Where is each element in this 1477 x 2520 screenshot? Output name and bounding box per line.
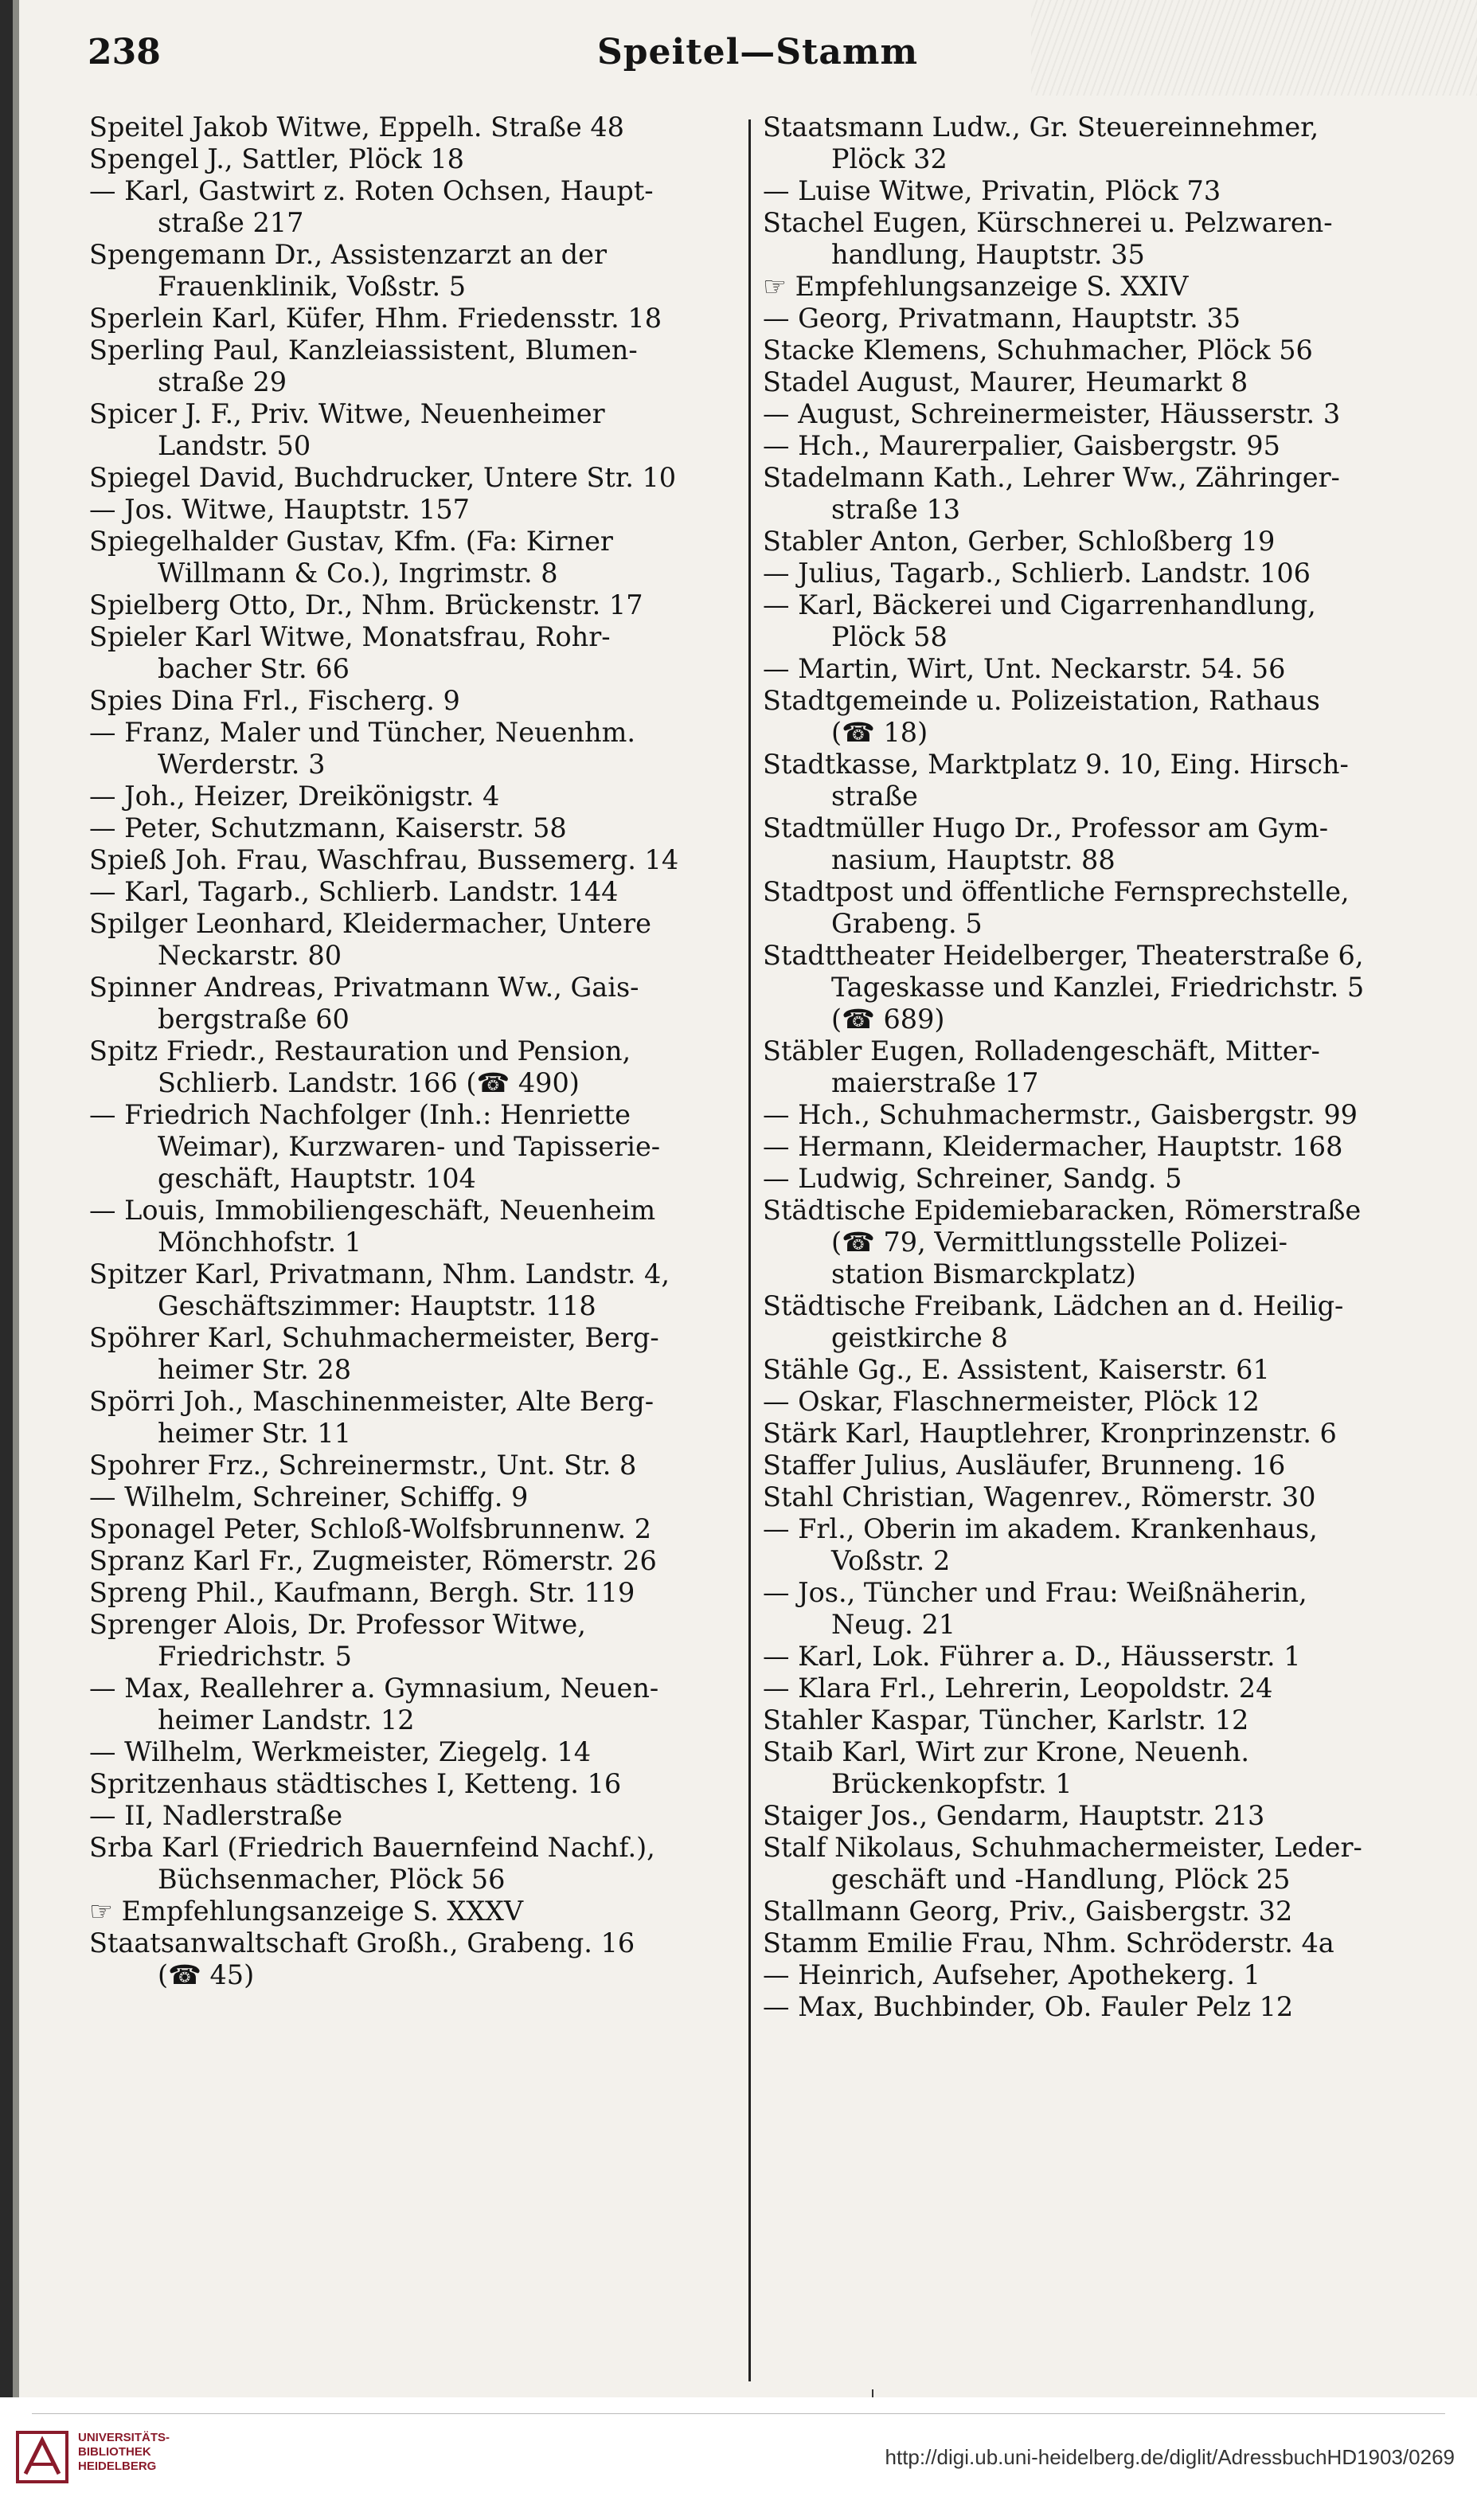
entry-line: Staatsmann Ludw., Gr. Steuereinnehmer, bbox=[763, 112, 1319, 143]
entry-line: Staiger Jos., Gendarm, Hauptstr. 213 bbox=[763, 1800, 1265, 1831]
directory-entry bbox=[89, 335, 740, 398]
entry-line: — Klara Frl., Lehrerin, Leopoldstr. 24 bbox=[763, 1673, 1273, 1704]
directory-entry bbox=[763, 112, 1414, 175]
entry-line: Stadtmüller Hugo Dr., Professor am Gym- bbox=[763, 812, 1329, 843]
directory-entry bbox=[89, 1099, 740, 1195]
entry-continuation-line: heimer Str. 11 bbox=[158, 1418, 352, 1449]
directory-entry bbox=[89, 1832, 740, 1896]
entry-continuation-line: bacher Str. 66 bbox=[158, 653, 350, 684]
directory-entry bbox=[89, 589, 740, 621]
directory-entry bbox=[763, 430, 1414, 462]
directory-entry bbox=[763, 1641, 1414, 1673]
left-column bbox=[89, 112, 740, 1991]
directory-entry bbox=[763, 1800, 1414, 1832]
entry-continuation-line: nasium, Hauptstr. 88 bbox=[831, 844, 1116, 875]
directory-entry bbox=[89, 112, 740, 143]
directory-entry bbox=[89, 781, 740, 812]
entry-line: — Franz, Maler und Tüncher, Neuenhm. bbox=[89, 717, 636, 748]
entry-line: Spreng Phil., Kaufmann, Bergh. Str. 119 bbox=[89, 1577, 635, 1608]
directory-entry bbox=[763, 1481, 1414, 1513]
library-logo-icon bbox=[14, 2429, 70, 2485]
directory-entry bbox=[763, 589, 1414, 653]
directory-entry bbox=[89, 1800, 740, 1832]
entry-continuation-line: bergstraße 60 bbox=[158, 1004, 350, 1035]
directory-entry bbox=[89, 812, 740, 844]
entry-line: Städtische Epidemiebaracken, Römerstraße bbox=[763, 1195, 1362, 1226]
entry-line: Stärk Karl, Hauptlehrer, Kronprinzenstr. 6 bbox=[763, 1418, 1337, 1449]
entry-continuation-line: Weimar), Kurzwaren- und Tapisserie- bbox=[158, 1131, 661, 1162]
entry-continuation-line: straße bbox=[831, 781, 918, 812]
entry-continuation-line: Schlierb. Landstr. 166 (☎ 490) bbox=[158, 1067, 580, 1098]
directory-entry bbox=[89, 526, 740, 589]
entry-continuation-line: straße 29 bbox=[158, 366, 287, 397]
directory-entry bbox=[89, 1896, 740, 1927]
entry-continuation-line: Friedrichstr. 5 bbox=[158, 1641, 352, 1672]
directory-entry bbox=[763, 1927, 1414, 1959]
directory-entry bbox=[763, 1704, 1414, 1736]
entry-line: Spielberg Otto, Dr., Nhm. Brückenstr. 17 bbox=[89, 589, 643, 620]
directory-entry bbox=[763, 653, 1414, 685]
entry-continuation-line: Landstr. 50 bbox=[158, 430, 311, 461]
logo-line: UNIVERSITÄTS- bbox=[78, 2431, 170, 2444]
directory-entry bbox=[89, 1258, 740, 1322]
right-column bbox=[763, 112, 1414, 2023]
entry-line: — Max, Buchbinder, Ob. Fauler Pelz 12 bbox=[763, 1991, 1294, 2022]
entry-line: Spies Dina Frl., Fischerg. 9 bbox=[89, 685, 460, 716]
entry-line: Sprenger Alois, Dr. Professor Witwe, bbox=[89, 1609, 586, 1640]
entry-line: — Jos., Tüncher und Frau: Weißnäherin, bbox=[763, 1577, 1307, 1608]
directory-entry bbox=[763, 335, 1414, 366]
entry-continuation-line: Geschäftszimmer: Hauptstr. 118 bbox=[158, 1290, 596, 1321]
entry-line: Spitz Friedr., Restauration und Pension, bbox=[89, 1035, 631, 1066]
directory-entry bbox=[763, 1099, 1414, 1131]
entry-line: Stähle Gg., E. Assistent, Kaiserstr. 61 bbox=[763, 1354, 1270, 1385]
entry-continuation-line: Willmann & Co.), Ingrimstr. 8 bbox=[158, 558, 558, 589]
entry-line: Stahl Christian, Wagenrev., Römerstr. 30 bbox=[763, 1481, 1316, 1512]
directory-entry bbox=[763, 876, 1414, 940]
entry-line: — Karl, Lok. Führer a. D., Häusserstr. 1 bbox=[763, 1641, 1301, 1672]
entry-line: Stadtkasse, Marktplatz 9. 10, Eing. Hirsch- bbox=[763, 749, 1349, 780]
entry-line: — Friedrich Nachfolger (Inh.: Henriette bbox=[89, 1099, 631, 1130]
entry-line: Spitzer Karl, Privatmann, Nhm. Landstr. 4, bbox=[89, 1258, 670, 1289]
directory-entry bbox=[89, 876, 740, 908]
entry-line: Stadttheater Heidelberger, Theaterstraße 6, bbox=[763, 940, 1364, 971]
page-binding-shadow bbox=[13, 0, 19, 2520]
entry-line: Sponagel Peter, Schloß-Wolfsbrunnenw. 2 bbox=[89, 1513, 652, 1544]
entry-line: — Georg, Privatmann, Hauptstr. 35 bbox=[763, 303, 1241, 334]
directory-entry bbox=[89, 1513, 740, 1545]
directory-entry bbox=[763, 1450, 1414, 1481]
directory-entry bbox=[763, 1959, 1414, 1991]
directory-entry bbox=[89, 143, 740, 175]
entry-continuation-line: (☎ 45) bbox=[158, 1959, 255, 1990]
entry-line: Spohrer Frz., Schreinermstr., Unt. Str. 8 bbox=[89, 1450, 637, 1481]
entry-line: — Karl, Bäckerei und Cigarrenhandlung, bbox=[763, 589, 1316, 620]
entry-continuation-line: geschäft und -Handlung, Plöck 25 bbox=[831, 1864, 1291, 1895]
directory-entry bbox=[763, 207, 1414, 271]
directory-entry bbox=[89, 1768, 740, 1800]
directory-entry bbox=[89, 175, 740, 239]
directory-entry bbox=[89, 239, 740, 303]
entry-continuation-line: maierstraße 17 bbox=[831, 1067, 1039, 1098]
entry-line: Sperlein Karl, Küfer, Hhm. Friedensstr. 18 bbox=[89, 303, 662, 334]
entry-line: — Wilhelm, Werkmeister, Ziegelg. 14 bbox=[89, 1736, 592, 1767]
entry-continuation-line: straße 13 bbox=[831, 494, 961, 525]
entry-line: Sperling Paul, Kanzleiassistent, Blumen- bbox=[89, 335, 638, 366]
entry-line: Spieler Karl Witwe, Monatsfrau, Rohr- bbox=[89, 621, 611, 652]
entry-line: Spiegelhalder Gustav, Kfm. (Fa: Kirner bbox=[89, 526, 613, 557]
directory-entry bbox=[89, 1609, 740, 1673]
entry-continuation-line: Brückenkopfstr. 1 bbox=[831, 1768, 1073, 1799]
footer-rule bbox=[32, 2413, 1445, 2414]
directory-entry bbox=[763, 1386, 1414, 1418]
entry-line: Stallmann Georg, Priv., Gaisbergstr. 32 bbox=[763, 1896, 1293, 1927]
entry-line: Staffer Julius, Ausläufer, Brunneng. 16 bbox=[763, 1450, 1286, 1481]
entry-line: Spengemann Dr., Assistenzarzt an der bbox=[89, 239, 607, 270]
directory-entry bbox=[89, 1322, 740, 1386]
directory-entry bbox=[763, 685, 1414, 749]
entry-continuation-line: Büchsenmacher, Plöck 56 bbox=[158, 1864, 506, 1895]
entry-line: Spengel J., Sattler, Plöck 18 bbox=[89, 143, 464, 174]
source-url: http://digi.ub.uni-heidelberg.de/diglit/AdressbuchHD1903/0269 bbox=[885, 2445, 1455, 2469]
directory-entry bbox=[763, 1832, 1414, 1896]
directory-entry bbox=[763, 1163, 1414, 1195]
directory-entry bbox=[763, 1131, 1414, 1163]
directory-entry bbox=[89, 621, 740, 685]
entry-line: Staatsanwaltschaft Großh., Grabeng. 16 bbox=[89, 1927, 635, 1958]
directory-entry bbox=[89, 844, 740, 876]
entry-line: Stamm Emilie Frau, Nhm. Schröderstr. 4a bbox=[763, 1927, 1334, 1958]
entry-line: — Hermann, Kleidermacher, Hauptstr. 168 bbox=[763, 1131, 1343, 1162]
entry-line: — Martin, Wirt, Unt. Neckarstr. 54. 56 bbox=[763, 653, 1286, 684]
running-head: Speitel—Stamm bbox=[597, 32, 919, 72]
directory-entry bbox=[89, 1035, 740, 1099]
entry-continuation-line: Neckarstr. 80 bbox=[158, 940, 342, 971]
directory-entry bbox=[763, 366, 1414, 398]
directory-entry bbox=[763, 940, 1414, 1035]
entry-line: Stalf Nikolaus, Schuhmachermeister, Leder- bbox=[763, 1832, 1362, 1863]
directory-entry bbox=[89, 1386, 740, 1450]
directory-entry bbox=[763, 1577, 1414, 1641]
logo-line: HEIDELBERG bbox=[78, 2459, 157, 2473]
entry-continuation-line: Tageskasse und Kanzlei, Friedrichstr. 5 bbox=[831, 972, 1365, 1003]
entry-line: Stacke Klemens, Schuhmacher, Plöck 56 bbox=[763, 335, 1313, 366]
entry-line: Städtische Freibank, Lädchen an d. Heilig- bbox=[763, 1290, 1344, 1321]
entry-line: — Hch., Maurerpalier, Gaisbergstr. 95 bbox=[763, 430, 1280, 461]
entry-continuation-line: straße 217 bbox=[158, 207, 304, 238]
entry-line: — II, Nadlerstraße bbox=[89, 1800, 343, 1831]
entry-continuation-line: Voßstr. 2 bbox=[831, 1545, 951, 1576]
entry-line: ☞ Empfehlungsanzeige S. XXXV bbox=[89, 1896, 524, 1927]
entry-line: — Julius, Tagarb., Schlierb. Landstr. 106 bbox=[763, 558, 1311, 589]
entry-continuation-line: geschäft, Hauptstr. 104 bbox=[158, 1163, 476, 1194]
entry-line: — Peter, Schutzmann, Kaiserstr. 58 bbox=[89, 812, 567, 843]
directory-entry bbox=[89, 494, 740, 526]
entry-line: Spörri Joh., Maschinenmeister, Alte Berg- bbox=[89, 1386, 654, 1417]
entry-continuation-line: Frauenklinik, Voßstr. 5 bbox=[158, 271, 467, 302]
library-logo-text bbox=[78, 2431, 170, 2474]
entry-continuation-line: heimer Landstr. 12 bbox=[158, 1704, 415, 1735]
entry-continuation-line: Plöck 32 bbox=[831, 143, 948, 174]
entry-line: — Ludwig, Schreiner, Sandg. 5 bbox=[763, 1163, 1182, 1194]
entry-line: — Oskar, Flaschnermeister, Plöck 12 bbox=[763, 1386, 1260, 1417]
entry-line: Spicer J. F., Priv. Witwe, Neuenheimer bbox=[89, 398, 605, 429]
directory-entry bbox=[89, 462, 740, 494]
entry-line: — Hch., Schuhmachermstr., Gaisbergstr. 99 bbox=[763, 1099, 1358, 1130]
directory-entry bbox=[89, 1450, 740, 1481]
entry-line: ☞ Empfehlungsanzeige S. XXIV bbox=[763, 271, 1189, 302]
entry-continuation-line: Neug. 21 bbox=[831, 1609, 956, 1640]
directory-entry bbox=[763, 271, 1414, 303]
entry-line: — Max, Reallehrer a. Gymnasium, Neuen- bbox=[89, 1673, 659, 1704]
entry-line: Stadtpost und öffentliche Fernsprechstelle, bbox=[763, 876, 1350, 907]
entry-line: — August, Schreinermeister, Häusserstr. 3 bbox=[763, 398, 1341, 429]
entry-continuation-line: station Bismarckplatz) bbox=[831, 1258, 1136, 1289]
entry-line: Spöhrer Karl, Schuhmachermeister, Berg- bbox=[89, 1322, 659, 1353]
directory-entry bbox=[89, 972, 740, 1035]
entry-line: — Karl, Gastwirt z. Roten Ochsen, Haupt- bbox=[89, 175, 654, 206]
page-number: 238 bbox=[88, 32, 161, 72]
directory-entry bbox=[89, 685, 740, 717]
directory-entry bbox=[763, 1673, 1414, 1704]
directory-entry bbox=[763, 558, 1414, 589]
entry-continuation-line: (☎ 18) bbox=[831, 717, 928, 748]
page-mark bbox=[872, 2389, 873, 2397]
directory-entry bbox=[763, 462, 1414, 526]
entry-continuation-line: geistkirche 8 bbox=[831, 1322, 1008, 1353]
directory-entry bbox=[763, 749, 1414, 812]
directory-entry bbox=[89, 1481, 740, 1513]
entry-line: Stahler Kaspar, Tüncher, Karlstr. 12 bbox=[763, 1704, 1249, 1735]
entry-line: — Luise Witwe, Privatin, Plöck 73 bbox=[763, 175, 1221, 206]
entry-line: — Karl, Tagarb., Schlierb. Landstr. 144 bbox=[89, 876, 619, 907]
entry-line: — Jos. Witwe, Hauptstr. 157 bbox=[89, 494, 470, 525]
entry-continuation-line: Grabeng. 5 bbox=[831, 908, 983, 939]
directory-entry bbox=[763, 1290, 1414, 1354]
directory-entry bbox=[763, 1418, 1414, 1450]
entry-line: Spieß Joh. Frau, Waschfrau, Bussemerg. 14 bbox=[89, 844, 679, 875]
column-divider bbox=[748, 119, 751, 2381]
directory-entry bbox=[89, 303, 740, 335]
directory-entry bbox=[763, 812, 1414, 876]
directory-entry bbox=[763, 398, 1414, 430]
entry-line: Staib Karl, Wirt zur Krone, Neuenh. bbox=[763, 1736, 1250, 1767]
entry-line: Stadtgemeinde u. Polizeistation, Rathaus bbox=[763, 685, 1320, 716]
entry-continuation-line: heimer Str. 28 bbox=[158, 1354, 352, 1385]
directory-entry bbox=[763, 1195, 1414, 1290]
entry-continuation-line: Werderstr. 3 bbox=[158, 749, 326, 780]
entry-continuation-line: (☎ 689) bbox=[831, 1004, 945, 1035]
entry-continuation-line: (☎ 79, Vermittlungsstelle Polizei- bbox=[831, 1227, 1287, 1258]
directory-entry bbox=[763, 1896, 1414, 1927]
page-binding-edge bbox=[0, 0, 13, 2520]
entry-line: — Joh., Heizer, Dreikönigstr. 4 bbox=[89, 781, 500, 812]
page-header bbox=[88, 32, 1433, 96]
directory-entry bbox=[763, 303, 1414, 335]
entry-continuation-line: Plöck 58 bbox=[831, 621, 948, 652]
directory-entry bbox=[89, 1195, 740, 1258]
entry-line: — Louis, Immobiliengeschäft, Neuenheim bbox=[89, 1195, 656, 1226]
entry-line: Stabler Anton, Gerber, Schloßberg 19 bbox=[763, 526, 1276, 557]
entry-line: — Heinrich, Aufseher, Apothekerg. 1 bbox=[763, 1959, 1260, 1990]
logo-line: BIBLIOTHEK bbox=[78, 2445, 151, 2459]
directory-entry bbox=[89, 398, 740, 462]
directory-entry bbox=[763, 1354, 1414, 1386]
entry-continuation-line: handlung, Hauptstr. 35 bbox=[831, 239, 1145, 270]
entry-line: Spranz Karl Fr., Zugmeister, Römerstr. 26 bbox=[89, 1545, 657, 1576]
entry-line: — Wilhelm, Schreiner, Schiffg. 9 bbox=[89, 1481, 529, 1512]
directory-entry bbox=[89, 1545, 740, 1577]
entry-line: Spiegel David, Buchdrucker, Untere Str. 10 bbox=[89, 462, 677, 493]
directory-entry bbox=[89, 1577, 740, 1609]
entry-line: Spilger Leonhard, Kleidermacher, Untere bbox=[89, 908, 651, 939]
entry-line: Speitel Jakob Witwe, Eppelh. Straße 48 bbox=[89, 112, 624, 143]
directory-entry bbox=[763, 1991, 1414, 2023]
directory-entry bbox=[763, 526, 1414, 558]
entry-continuation-line: Mönchhofstr. 1 bbox=[158, 1227, 362, 1258]
directory-entry bbox=[89, 908, 740, 972]
directory-entry bbox=[763, 1035, 1414, 1099]
directory-entry bbox=[89, 1927, 740, 1991]
entry-line: Stadel August, Maurer, Heumarkt 8 bbox=[763, 366, 1248, 397]
directory-entry bbox=[763, 175, 1414, 207]
directory-entry bbox=[763, 1513, 1414, 1577]
entry-line: Spinner Andreas, Privatmann Ww., Gais- bbox=[89, 972, 639, 1003]
directory-entry bbox=[89, 717, 740, 781]
entry-line: Spritzenhaus städtisches I, Ketteng. 16 bbox=[89, 1768, 622, 1799]
entry-line: Stäbler Eugen, Rolladengeschäft, Mitter- bbox=[763, 1035, 1320, 1066]
directory-entry bbox=[89, 1736, 740, 1768]
directory-entry bbox=[89, 1673, 740, 1736]
entry-line: — Frl., Oberin im akadem. Krankenhaus, bbox=[763, 1513, 1318, 1544]
entry-line: Stachel Eugen, Kürschnerei u. Pelzwaren- bbox=[763, 207, 1333, 238]
entry-line: Srba Karl (Friedrich Bauernfeind Nachf.), bbox=[89, 1832, 655, 1863]
directory-entry bbox=[763, 1736, 1414, 1800]
entry-line: Stadelmann Kath., Lehrer Ww., Zähringer- bbox=[763, 462, 1340, 493]
